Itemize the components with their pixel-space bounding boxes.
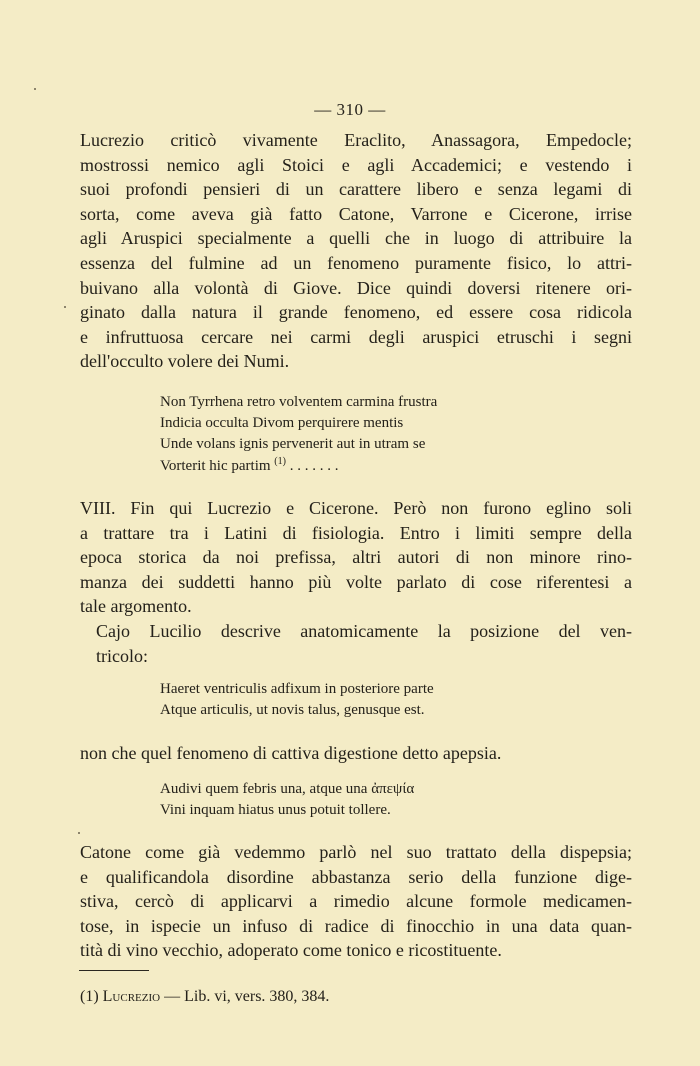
footnote <box>80 988 329 1006</box>
verse-ellipsis: . . . . . . . <box>285 457 339 474</box>
footnote-marker: (1) <box>80 988 99 1005</box>
paragraph-catone <box>80 840 632 963</box>
verse-line: Audivi quem febris una, atque una ἀπεψία <box>160 781 415 797</box>
verse-text: Vorterit hic partim <box>160 457 271 474</box>
text-line: mostrossi nemico agli Stoici e agli Accademici; e vestendo i <box>80 154 632 175</box>
text-line: e infruttuosa cercare nei carmi degli aruspici etruschi i segni <box>80 326 632 347</box>
page-number: — 310 — <box>314 100 386 119</box>
verse-line: Atque articulis, ut novis talus, genusque est. <box>160 702 425 719</box>
text-line: Catone come già vedemmo parlò nel suo trattato della dispepsia; <box>80 842 632 862</box>
footnote-separator <box>79 970 149 971</box>
speck-mark <box>34 88 36 90</box>
text-line: suoi profondi pensieri di un carattere libero e senza legami di <box>80 179 632 200</box>
text-line: stiva, cercò di applicarvi a rimedio alcune formole medicamen- <box>80 891 632 912</box>
speck-mark <box>64 306 66 308</box>
paragraph-lucrezio <box>80 128 632 374</box>
verse-quote-lucilio <box>160 679 560 721</box>
verse-line <box>160 456 560 477</box>
speck-mark <box>78 832 80 834</box>
text-line: Lucrezio criticò vivamente Eraclito, Anassagora, Empedocle; <box>80 130 632 150</box>
paragraph-lucilio <box>96 619 632 668</box>
verse-quote-lucrezio <box>160 392 560 477</box>
text-line: essenza del fulmine ad un fenomeno puramente fisico, lo attri- <box>80 252 632 273</box>
verse-line: Indicia occulta Divom perquirere mentis <box>160 415 404 432</box>
text-line: tità di vino vecchio, adoperato come tonico e ricostituente. <box>80 940 502 961</box>
text-line: e qualificandola disordine abbastanza serio della funzione dige- <box>80 866 632 887</box>
verse-line: Unde volans ignis pervenerit aut in utram se <box>160 436 426 453</box>
footnote-reference-marker: (1) <box>274 455 286 467</box>
text-line: tale argomento. <box>80 596 192 617</box>
text-line: epoca storica da noi prefissa, altri autori di non minore rino- <box>80 547 632 568</box>
text-line: a trattare tra i Latini di fisiologia. Entro i limiti sempre della <box>80 522 632 543</box>
footnote-author: Lucrezio <box>102 988 161 1005</box>
text-line: sorta, come aveva già fatto Catone, Varrone e Cicerone, irrise <box>80 203 632 224</box>
text-line: dell'occulto volere dei Numi. <box>80 351 290 372</box>
verse-line: Haeret ventriculis adfixum in posteriore parte <box>160 681 434 697</box>
paragraph-apepsia <box>80 741 632 766</box>
text-line: tricolo: <box>96 645 148 666</box>
text-line: ginato dalla natura il grande fenomeno, ed essere cosa ridicola <box>80 302 632 323</box>
text-line: agli Aruspici specialmente a quelli che in luogo di attribuire la <box>80 228 632 249</box>
verse-line: Non Tyrrhena retro volventem carmina frustra <box>160 394 438 410</box>
text-line: tose, in ispecie un infuso di radice di finocchio in una data quan- <box>80 915 632 936</box>
text-line: non che quel fenomeno di cattiva digestione detto apepsia. <box>80 743 502 763</box>
text-line: manza dei suddetti hanno più volte parlato di cose riferentesi a <box>80 571 632 592</box>
footnote-reference: — Lib. vi, vers. 380, 384. <box>164 988 330 1005</box>
verse-line: Vini inquam hiatus unus potuit tollere. <box>160 802 391 819</box>
text-line: buivano alla volontà di Giove. Dice quindi doversi ritenere ori- <box>80 277 632 298</box>
verse-quote-apepsia <box>160 779 560 821</box>
text-line: VIII. Fin qui Lucrezio e Cicerone. Però non furono eglino soli <box>80 498 632 518</box>
text-line: Cajo Lucilio descrive anatomicamente la posizione del ven- <box>96 621 632 641</box>
paragraph-section-viii <box>80 496 632 619</box>
